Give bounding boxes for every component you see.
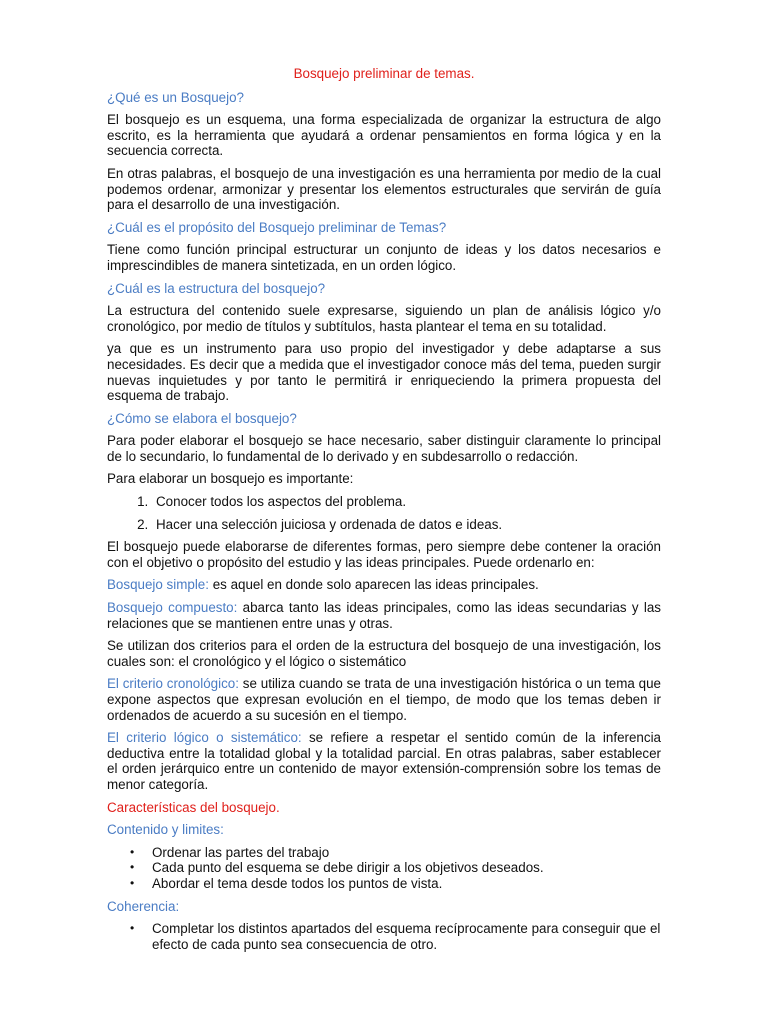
list-item-text: Completar los distintos apartados del esquema recíprocamente para conseguir que el efecto de cada punto sea consecuencia de otro. <box>152 921 661 952</box>
heading-que-es: ¿Qué es un Bosquejo? <box>107 89 244 105</box>
list-item-text: Abordar el tema desde todos los puntos de vista. <box>152 875 443 891</box>
list-item-text: Cada punto del esquema se debe dirigir a los objetivos deseados. <box>152 860 544 876</box>
paragraph: Tiene como función principal estructurar un conjunto de ideas y los datos necesarios e imprescindibles de manera sintetizada, en un orden lógico. <box>107 242 661 273</box>
paragraph-bosquejo-simple <box>107 577 661 593</box>
bullet-list <box>107 921 661 952</box>
heading-contenido-limites: Contenido y limites: <box>107 822 224 838</box>
list-item: 1. Conocer todos los aspectos del problema. <box>152 494 661 510</box>
bullet-icon: • <box>130 860 135 875</box>
term-label: Bosquejo simple: <box>107 577 209 593</box>
term-label: El criterio cronológico: <box>107 676 239 692</box>
list-item <box>130 875 661 892</box>
heading-coherencia: Coherencia: <box>107 898 180 914</box>
paragraph: Para elaborar un bosquejo es importante: <box>107 471 354 487</box>
paragraph-bosquejo-compuesto <box>107 600 661 631</box>
paragraph: ya que es un instrumento para uso propio del investigador y debe adaptarse a sus necesidades. Es decir que a medida que el investigador conoce más del tema, pueden surgir nuevas inquietudes y por tanto le permitirá ir enriqueciendo la primera propuesta del esquema de trabajo. <box>107 341 661 404</box>
paragraph: En otras palabras, el bosquejo de una investigación es una herramienta por medio de la cual podemos ordenar, armonizar y presentar los elementos estructurales que servirán de guía para el desarrollo de una investigación. <box>107 165 661 213</box>
bullet-list <box>107 845 661 892</box>
list-item <box>130 921 661 952</box>
bullet-icon: • <box>130 875 135 890</box>
list-item: 2. Hacer una selección juiciosa y ordenada de datos e ideas. <box>152 517 661 533</box>
list-item <box>130 860 661 876</box>
heading-como-se-elabora: ¿Cómo se elabora el bosquejo? <box>107 410 297 426</box>
paragraph-criterio-logico <box>107 730 661 792</box>
term-text: se refiere a respetar el sentido común de la inferencia deductiva entre la totalidad global y la totalidad parcial. En otras palabras, saber establecer el orden jerárquico entre un contenido de mayor extensión-comprensión sobre los temas de menor categoría. <box>107 730 661 792</box>
bullet-icon: • <box>130 844 135 859</box>
numbered-list <box>107 494 661 532</box>
heading-proposito: ¿Cuál es el propósito del Bosquejo preliminar de Temas? <box>107 219 447 235</box>
paragraph: El bosquejo es un esquema, una forma especializada de organizar la estructura de algo escrito, es la herramienta que ayudará a ordenar pensamientos en forma lógica y en la secuencia correcta. <box>107 112 661 159</box>
heading-estructura: ¿Cuál es la estructura del bosquejo? <box>107 280 326 296</box>
term-label: Bosquejo compuesto: <box>107 600 238 616</box>
term-text: se utiliza cuando se trata de una investigación histórica o un tema que expone aspectos que expresan evolución en el tiempo, de modo que los temas deben ir ordenados de acuerdo a su sucesión en el tiempo. <box>107 676 662 723</box>
term-text: es aquel en donde solo aparecen las ideas principales. <box>208 577 539 593</box>
paragraph-criterio-cronologico <box>107 676 661 723</box>
paragraph: La estructura del contenido suele expresarse, siguiendo un plan de análisis lógico y/o cronológico, por medio de títulos y subtítulos, hasta plantear el tema en su totalidad. <box>107 303 661 334</box>
document-title: Bosquejo preliminar de temas. <box>293 66 475 81</box>
document-page <box>107 66 661 959</box>
paragraph: Para poder elaborar el bosquejo se hace necesario, saber distinguir claramente lo principal de lo secundario, lo fundamental de lo derivado y en subdesarrollo o redacción. <box>107 433 661 464</box>
paragraph: El bosquejo puede elaborarse de diferentes formas, pero siempre debe contener la oración con el objetivo o propósito del estudio y las ideas principales. Puede ordenarlo en: <box>107 539 661 570</box>
bullet-icon: • <box>130 921 135 936</box>
list-item <box>130 844 661 861</box>
list-item-text: Ordenar las partes del trabajo <box>152 844 330 860</box>
paragraph: Se utilizan dos criterios para el orden de la estructura del bosquejo de una investigación, los cuales son: el cronológico y el lógico o sistemático <box>107 638 661 669</box>
term-text: abarca tanto las ideas principales, como las ideas secundarias y las relaciones que se mantienen entre unas y otras. <box>107 600 662 631</box>
term-label: El criterio lógico o sistemático: <box>107 730 302 746</box>
heading-caracteristicas: Características del bosquejo. <box>107 799 280 815</box>
